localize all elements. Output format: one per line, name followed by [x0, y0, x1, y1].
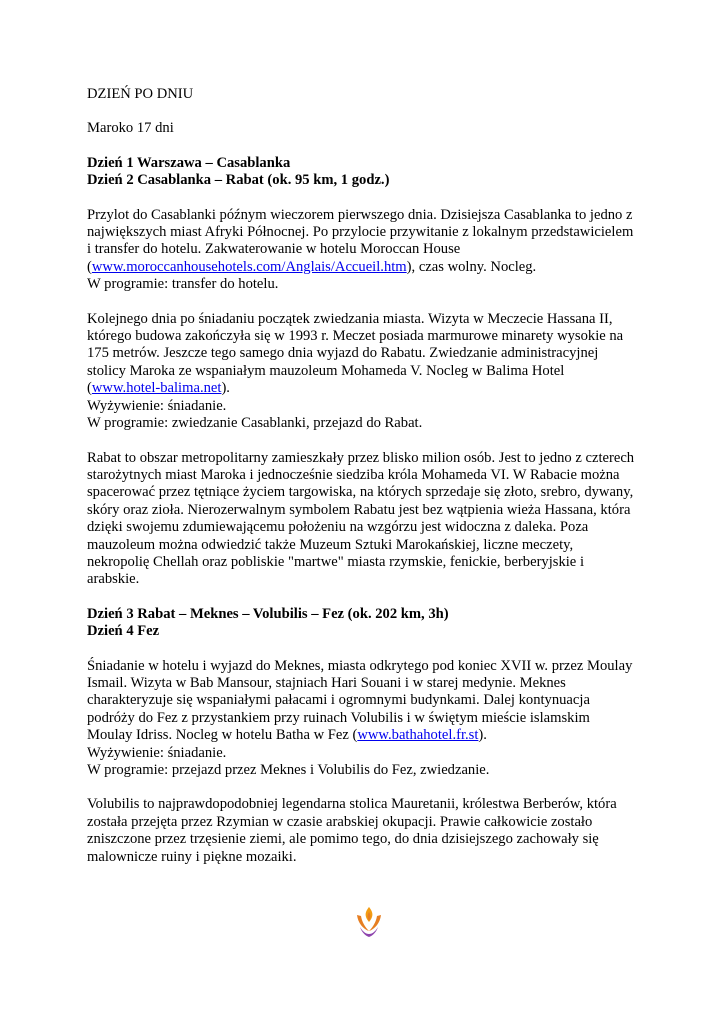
- day-heading: Dzień 1 Warszawa – Casablanka: [87, 154, 291, 171]
- text-fragment: ).: [478, 727, 487, 744]
- text-line: zniszczone przez trzęsienie ziemi, ale pomimo tego, do dnia dzisiejszego zachowały się: [87, 831, 599, 848]
- day-heading: Dzień 3 Rabat – Meknes – Volubilis – Fez (ok. 202 km, 3h): [87, 605, 449, 622]
- text-line: [87, 380, 657, 397]
- text-line: Wyżywienie: śniadanie.: [87, 744, 227, 761]
- text-fragment: ).: [221, 380, 230, 397]
- text-fragment: Moulay Idriss. Nocleg w hotelu Batha w Fez (: [87, 727, 358, 744]
- text-line: Śniadanie w hotelu i wyjazd do Meknes, miasta odkrytego pod koniec XVII w. przez Moulay: [87, 657, 633, 674]
- paragraph: [87, 207, 657, 294]
- text-line: [87, 727, 657, 744]
- text-fragment: (: [87, 258, 92, 275]
- document-subtitle: Maroko 17 dni: [87, 120, 174, 137]
- text-line: Kolejnego dnia po śniadaniu początek zwiedzania miasta. Wizyta w Meczecie Hassana II,: [87, 310, 613, 327]
- document-title: DZIEŃ PO DNIU: [87, 86, 194, 102]
- text-line: Ismail. Wizyta w Bab Mansour, stajniach Hari Souani i w starej medynie. Meknes: [87, 674, 566, 691]
- base-shape: [360, 927, 378, 937]
- day-heading: Dzień 2 Casablanka – Rabat (ok. 95 km, 1 godz.): [87, 172, 390, 189]
- paragraph: [87, 450, 657, 589]
- text-line: mauzoleum można odwiedzić także Muzeum Sztuki Marokańskiej, liczne meczety,: [87, 536, 574, 553]
- text-line: nekropolię Chellah oraz pobliskie "martwe" miasta rzymskie, fenickie, berberyjskie i: [87, 553, 584, 570]
- text-line: największych miast Afryki Północnej. Po przylocie przywitanie z lokalnym przedstawicielem: [87, 224, 634, 241]
- text-line: starożytnych miast Maroka i jednocześnie siedziba króla Mohameda VI. W Rabacie można: [87, 466, 620, 483]
- text-line: malownicze ruiny i piękne mozaiki.: [87, 848, 297, 865]
- day-heading-block-1: [87, 155, 657, 190]
- text-line: Volubilis to najprawdopodobniej legendarna stolica Mauretanii, królestwa Berberów, która: [87, 796, 617, 813]
- text-line: stolicy Maroka ze wspaniałym mauzoleum Mohameda V. Nocleg w Balima Hotel: [87, 362, 565, 379]
- paragraph: [87, 658, 657, 780]
- text-fragment: ), czas wolny. Nocleg.: [406, 258, 537, 275]
- paragraph: [87, 311, 657, 433]
- text-line: Wyżywienie: śniadanie.: [87, 397, 227, 414]
- flame-hands-logo-icon: [355, 905, 383, 939]
- text-line: W programie: zwiedzanie Casablanki, przejazd do Rabat.: [87, 415, 423, 432]
- moroccan-house-link[interactable]: www.moroccanhousehotels.com/Anglais/Accueil.htm: [91, 258, 407, 275]
- text-line: W programie: transfer do hotelu.: [87, 276, 279, 293]
- text-line: Przylot do Casablanki późnym wieczorem pierwszego dnia. Dzisiejsza Casablanka to jedno z: [87, 206, 633, 223]
- text-line: którego budowa zakończyła się w 1993 r. Meczet posiada marmurowe minarety wysokie na: [87, 328, 624, 345]
- text-fragment: (: [87, 380, 92, 397]
- hotel-balima-link[interactable]: www.hotel-balima.net: [91, 380, 222, 397]
- text-line: dzięki swojemu zdumiewającemu położeniu na wzgórzu jest widoczna z daleka. Poza: [87, 519, 589, 536]
- text-line: arabskie.: [87, 571, 140, 588]
- text-line: i transfer do hotelu. Zakwaterowanie w hotelu Moroccan House: [87, 241, 461, 258]
- text-line: charakteryzuje się wspaniałymi pałacami i ogromnymi budynkami. Dalej kontynuacja: [87, 692, 590, 709]
- text-line: Rabat to obszar metropolitarny zamieszkały przez blisko milion osób. Jest to jedno z czterech: [87, 449, 635, 466]
- text-line: podróży do Fez z przystankiem przy ruinach Volubilis i w świętym mieście islamskim: [87, 709, 590, 726]
- text-line: została przejęta przez Rzymian w czasie arabskiej okupacji. Prawie całkowicie zostało: [87, 813, 593, 830]
- batha-hotel-link[interactable]: www.bathahotel.fr.st: [357, 727, 479, 744]
- text-line: spacerować przez tętniące życiem targowiska, na których sprzedaje się złoto, srebro, dywany,: [87, 484, 634, 501]
- day-heading-block-2: [87, 606, 657, 641]
- day-heading: Dzień 4 Fez: [87, 623, 160, 640]
- text-line: skóry oraz zioła. Nierozerwalnym symbolem Rabatu jest bez wątpienia wieża Hassana, która: [87, 501, 631, 518]
- text-line: W programie: przejazd przez Meknes i Volubilis do Fez, zwiedzanie.: [87, 762, 490, 778]
- document-page: [87, 86, 657, 883]
- paragraph: [87, 796, 657, 866]
- text-line: [87, 259, 657, 276]
- text-line: 175 metrów. Jeszcze tego samego dnia wyjazd do Rabatu. Zwiedzanie administracyjnej: [87, 345, 599, 362]
